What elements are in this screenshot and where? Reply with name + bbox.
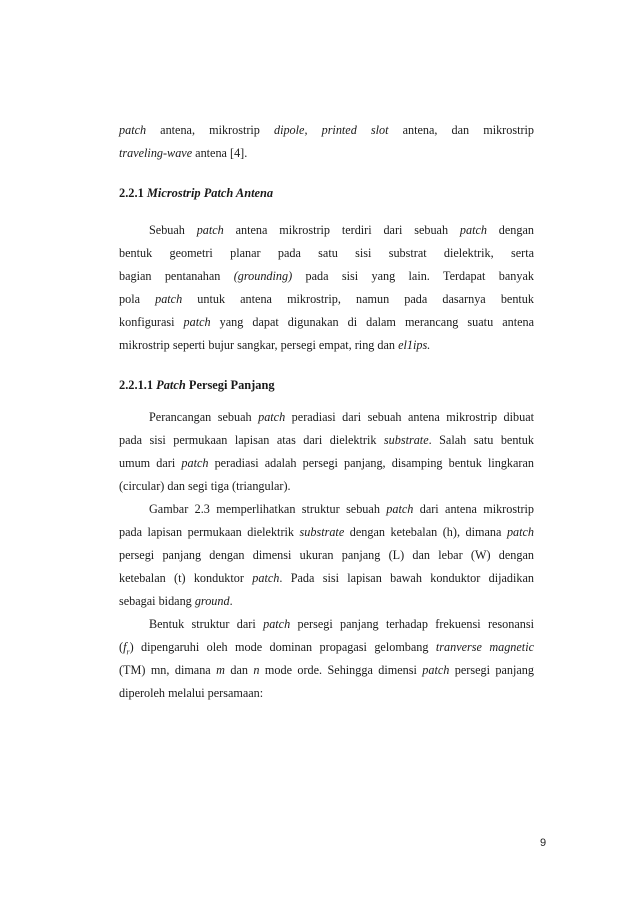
paragraph-line: bagian pentanahan (grounding) pada sisi yang lain. Terdapat banyak (119, 269, 534, 283)
paragraph-line: pada sisi permukaan lapisan atas dari dielektrik substrate. Salah satu bentuk (119, 433, 534, 447)
paragraph-line: konfigurasi patch yang dapat digunakan di dalam merancang suatu antena (119, 315, 534, 329)
paragraph-line: $(f_r)$ dipengaruhi oleh mode dominan propagasi gelombang tranverse magnetic (119, 640, 534, 657)
paragraph-line: pola patch untuk antena mikrostrip, namun pada dasarnya bentuk (119, 292, 534, 306)
subsection-heading: 2.2.1.1 Patch Persegi Panjang (119, 378, 275, 392)
paragraph-line: bentuk geometri planar pada satu sisi substrat dielektrik, serta (119, 246, 534, 260)
page-number: 9 (540, 837, 547, 849)
paragraph-line: (TM) mn, dimana m dan n mode orde. Sehingga dimensi patch persegi panjang (119, 663, 534, 677)
paragraph-line: (circular) dan segi tiga (triangular). (119, 479, 291, 493)
section-heading: 2.2.1 Microstrip Patch Antena (119, 186, 274, 200)
paragraph-line: Perancangan sebuah patch peradiasi dari sebuah antena mikrostrip dibuat (149, 410, 534, 424)
paragraph-line: Gambar 2.3 memperlihatkan struktur sebuah patch dari antena mikrostrip (149, 502, 534, 516)
paragraph-line: sebagai bidang ground. (119, 594, 233, 608)
paragraph-line: ketebalan (t) konduktor patch. Pada sisi lapisan bawah konduktor dijadikan (119, 571, 535, 585)
paragraph-line: pada lapisan permukaan dielektrik substrate dengan ketebalan (h), dimana patch (119, 525, 535, 539)
paragraph-line: persegi panjang dengan dimensi ukuran panjang (L) dan lebar (W) dengan (119, 548, 534, 562)
text-line: traveling-wave antena [4]. (119, 146, 248, 160)
paragraph-line: Sebuah patch antena mikrostrip terdiri dari sebuah patch dengan (149, 223, 534, 237)
paragraph-line: diperoleh melalui persamaan: (119, 686, 264, 700)
text-line: patch antena, mikrostrip dipole, printed slot antena, dan mikrostrip (119, 123, 535, 137)
paragraph-line: Bentuk struktur dari patch persegi panjang terhadap frekuensi resonansi (149, 617, 534, 631)
paragraph-line: mikrostrip seperti bujur sangkar, persegi empat, ring dan el1ips. (119, 338, 431, 352)
paragraph-line: umum dari patch peradiasi adalah persegi panjang, disamping bentuk lingkaran (119, 456, 534, 470)
